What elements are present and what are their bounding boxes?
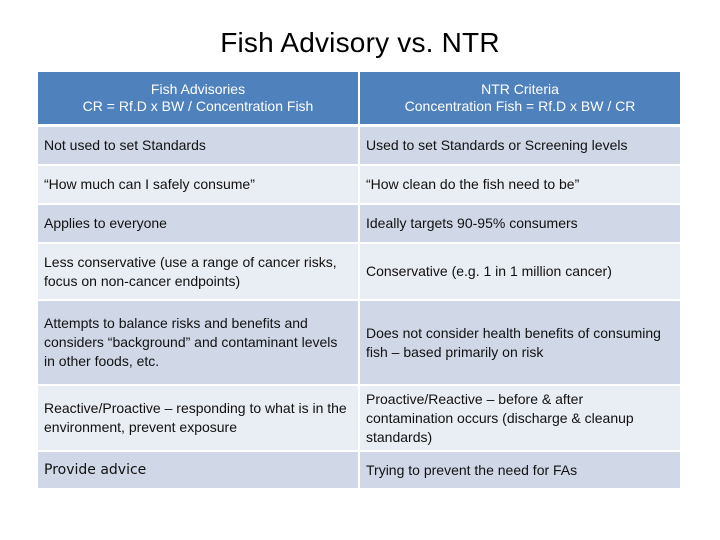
table-cell: Conservative (e.g. 1 in 1 million cancer): [360, 244, 680, 301]
table-cell: Trying to prevent the need for FAs: [360, 452, 680, 490]
table-row: [38, 205, 680, 244]
table-cell: Reactive/Proactive – responding to what is in the environment, prevent exposure: [38, 386, 358, 452]
header-title: Fish Advisories: [150, 81, 246, 97]
header-formula: CR = Rf.D x BW / Concentration Fish: [82, 98, 314, 114]
table-row: [38, 127, 680, 166]
table-cell: Provide advice: [38, 452, 358, 490]
table-row: [38, 386, 680, 452]
table-cell: Ideally targets 90-95% consumers: [360, 205, 680, 244]
table-cell: Proactive/Reactive – before & after contamination occurs (discharge & cleanup standards): [360, 386, 680, 452]
comparison-table: [36, 72, 682, 490]
table-row: [38, 166, 680, 205]
table-cell: Used to set Standards or Screening levels: [360, 127, 680, 166]
header-fish-advisories: [38, 72, 358, 127]
header-title: NTR Criteria: [481, 81, 559, 97]
table-cell: Applies to everyone: [38, 205, 358, 244]
header-formula: Concentration Fish = Rf.D x BW / CR: [404, 98, 636, 114]
table-cell: Not used to set Standards: [38, 127, 358, 166]
slide-title: Fish Advisory vs. NTR: [220, 27, 500, 58]
table-cell: Attempts to balance risks and benefits and considers “background” and contaminant levels in other foods, etc.: [38, 301, 358, 386]
table-row: [38, 244, 680, 301]
table-cell: Does not consider health benefits of consuming fish – based primarily on risk: [360, 301, 680, 386]
table-row: [38, 452, 680, 490]
header-ntr-criteria: [360, 72, 680, 127]
table-header-row: [38, 72, 680, 127]
table-row: [38, 301, 680, 386]
table-cell: “How clean do the fish need to be”: [360, 166, 680, 205]
table-cell: Less conservative (use a range of cancer risks, focus on non-cancer endpoints): [38, 244, 358, 301]
table-cell: “How much can I safely consume”: [38, 166, 358, 205]
